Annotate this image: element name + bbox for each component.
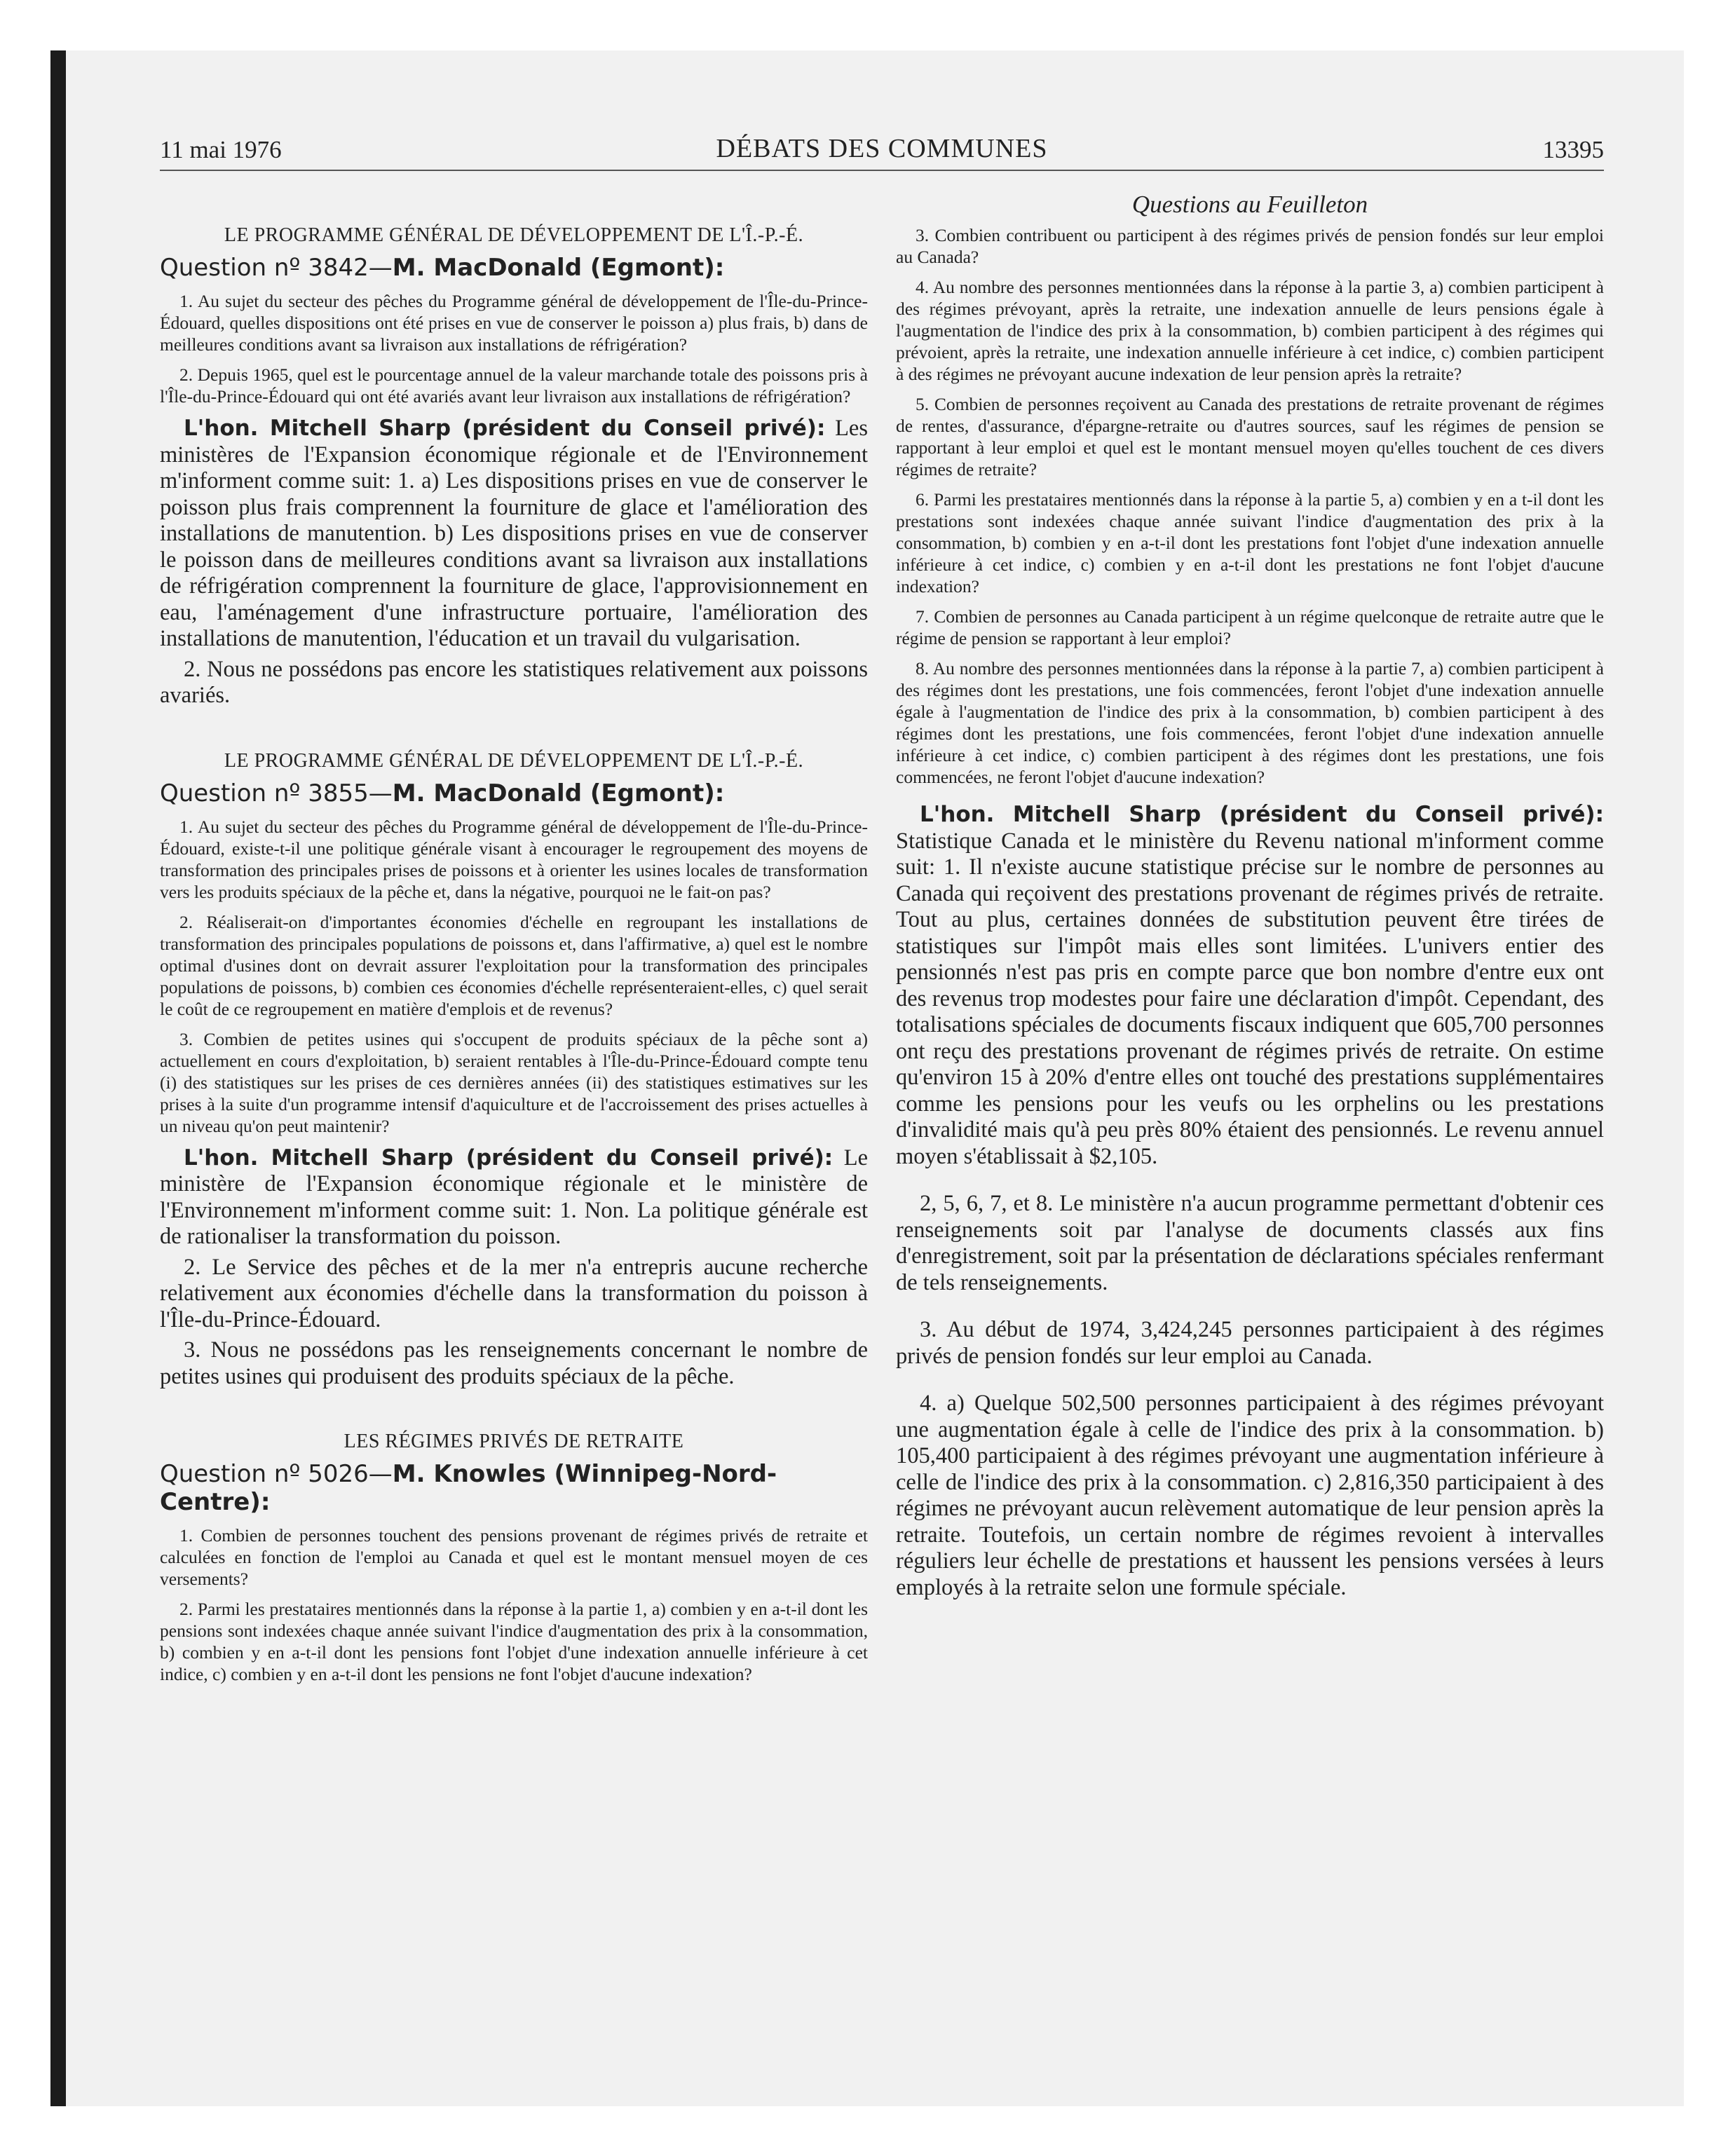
question-part-6: 6. Parmi les prestataires mentionnés dans la réponse à la partie 5, a) combien y en a t-il dont les prestations sont indexées chaque année suivant l'indice d'augmentation des prix à la consommation, b) combien y en a-t-il dont les prestations font l'objet d'une indexation annuelle inférieure à cet indice, c) combien y en a-t-il dont les prestations ne font l'objet d'aucune indexation? bbox=[896, 489, 1604, 596]
answer-text: Statistique Canada et le ministère du Revenu national m'informent comme suit: 1. Il n'existe aucune statistique précise sur le nombre de personnes au Canada qui reçoivent des prestations provenant de régimes privés de retraite. Tout au plus, certaines données de substitution peuvent être tirées de statistiques sur l'impôt mais elles sont limitées. L'univers entier des pensionnés n'est pas pris en compte parce que bon nombre d'entre eux ont des revenus trop modestes pour faire une déclaration d'impôt. Cependant, des totalisations spéciales de documents fiscaux indiquent que 605,700 personnes ont reçu des prestations provenant de régimes privés de retraite. On estime qu'environ 15 à 20% d'entre elles ont touché des prestations supplémentaires comme les pensions pour les veufs ou les orphelins ou les prestations d'invalidité mais qu'à peu près 80% étaient des pensionnés. Le revenu annuel moyen s'établissait à $2,105. bbox=[896, 828, 1604, 1169]
section-heading: LE PROGRAMME GÉNÉRAL DE DÉVELOPPEMENT DE L'Î.-P.-É. bbox=[224, 749, 804, 772]
answer-part-4: 4. a) Quelque 502,500 personnes participaient à des régimes prévoyant une augmentation égale à celle de l'indice des prix à la consommation. b) 105,400 participaient à des régimes prévoyant une augmentation inférieure à celle de l'indice des prix à la consommation. c) 2,816,350 participaient à des régimes ne prévoyant aucun relèvement automatique de leur pension après la retraite. Toutefois, un certain nombre de régimes revoient à intervalles réguliers leur échelle de prestations et haussent les pensions versées à leurs employés à la retraite selon une formule spéciale. bbox=[896, 1391, 1604, 1600]
answer-text: Le ministère de l'Expansion économique régionale et le ministère de l'Environnement m'informent comme suit: 1. Non. La politique générale est de rationaliser la transformation du poisson. bbox=[160, 1145, 868, 1249]
answer-paragraph bbox=[160, 1145, 868, 1250]
answer-parts-2-5-6-7-8: 2, 5, 6, 7, et 8. Le ministère n'a aucun programme permettant d'obtenir ces renseignements soit par l'analyse de documents classés aux fins d'enregistrement, soit par la présentation de déclarations spéciales renfermant de tels renseignements. bbox=[896, 1191, 1604, 1295]
binding-edge bbox=[50, 50, 66, 2106]
left-column bbox=[160, 191, 868, 1693]
question-part-2: 2. Depuis 1965, quel est le pourcentage annuel de la valeur marchande totale des poissons pris à l'Île-du-Prince-Édouard qui ont été avariés avant leur livraison aux installations de réfrigération? bbox=[160, 364, 868, 407]
speaker-name: L'hon. Mitchell Sharp (président du Conseil privé): bbox=[920, 802, 1604, 827]
speaker-name: L'hon. Mitchell Sharp (président du Conseil privé): bbox=[184, 1145, 834, 1171]
answer-part-2: 2. Nous ne possédons pas encore les statistiques relativement aux poissons avariés. bbox=[160, 656, 868, 708]
question-part-1: 1. Combien de personnes touchent des pensions provenant de régimes privés de retraite et calculées en fonction de l'emploi au Canada et quel est le montant mensuel moyen de ces versements? bbox=[160, 1525, 868, 1589]
header-title: DÉBATS DES COMMUNES bbox=[716, 134, 1048, 163]
question-part-7: 7. Combien de personnes au Canada participent à un régime quelconque de retraite autre que le régime de pension se rapportant à leur emploi? bbox=[896, 606, 1604, 648]
question-member: M. MacDonald (Egmont): bbox=[392, 779, 725, 807]
section-question-3842 bbox=[160, 224, 868, 709]
section-heading: LE PROGRAMME GÉNÉRAL DE DÉVELOPPEMENT DE L'Î.-P.-É. bbox=[224, 224, 804, 246]
question-part-2: 2. Réaliserait-on d'importantes économies d'échelle en regroupant les installations de transformation des principales populations de poissons et, dans l'affirmative, a) quel est le nombre optimal d'usines dont on devrait assurer l'exploitation pour la transformation des principales populations de poissons, b) combien ces économies d'échelle représenteraient-elles, c) quel serait le coût de ce regroupement en matière d'emplois et de revenus? bbox=[160, 911, 868, 1019]
answer-paragraph bbox=[896, 802, 1604, 1170]
question-part-3: 3. Combien contribuent ou participent à des régimes privés de pension fondés sur leur emploi au Canada? bbox=[896, 225, 1604, 267]
answer-paragraph bbox=[160, 416, 868, 653]
question-part-1: 1. Au sujet du secteur des pêches du Programme général de développement de l'Île-du-Prince-Édouard, existe-t-il une politique générale visant à encourager le regroupement des moyens de transformation des principales prises de poissons et à orienter les usines locales de transformation vers les produits spéciaux de la pêche et, dans la négative, pourquoi ne le fait-on pas? bbox=[160, 816, 868, 902]
question-part-1: 1. Au sujet du secteur des pêches du Programme général de développement de l'Île-du-Prince-Édouard, quelles dispositions ont été prises en vue de conserver le poisson a) plus frais, b) dans de meilleures conditions avant sa livraison aux installations de réfrigération? bbox=[160, 291, 868, 355]
answer-text: Les ministères de l'Expansion économique régionale et de l'Environnement m'informent comme suit: 1. a) Les dispositions prises en vue de conserver le poisson plus frais comprennent la fourniture de glace et l'amélioration des installations de manutention. b) Les dispositions prises en vue de conserver le poisson dans de meilleures conditions avant sa livraison aux installations de réfrigération comprennent la fourniture de glace, l'approvisionnement en eau, l'aménagement d'une infrastructure portuaire, l'amélioration des installations de manutention, l'éducation et un travail du vulgarisation. bbox=[160, 416, 868, 651]
question-member: M. Knowles (Winnipeg-Nord-Centre): bbox=[160, 1460, 777, 1516]
question-line bbox=[160, 779, 868, 807]
running-head: Questions au Feuilleton bbox=[1131, 191, 1368, 218]
question-number: Question nº 3855— bbox=[160, 779, 393, 807]
page-header bbox=[160, 126, 1604, 171]
question-part-8: 8. Au nombre des personnes mentionnées dans la réponse à la partie 7, a) combien participent à des régimes dont les prestations, une fois commencées, feront l'objet d'une indexation annuelle égale à l'augmentation de l'indice des prix à la consommation, b) combien participent à des régimes dont les prestations, une fois commencées, feront l'objet d'une indexation annuelle inférieure à cet indice, c) combien participent à des régimes dont les prestations, une fois commencées, ne feront l'objet d'aucune indexation? bbox=[896, 658, 1604, 787]
right-column bbox=[896, 191, 1604, 1605]
question-part-3: 3. Combien de petites usines qui s'occupent de produits spéciaux de la pêche sont a) actuellement en cours d'exploitation, b) seraient rentables à l'Île-du-Prince-Édouard compte tenu (i) des statistiques sur les prises de ces dernières années (ii) des statistiques estimatives sur les prises à la suite d'un programme intensif d'aquiculture et de l'accroissement des prises actuelles à un niveau qu'on peut maintenir? bbox=[160, 1028, 868, 1136]
section-question-3855 bbox=[160, 750, 868, 1391]
question-part-5: 5. Combien de personnes reçoivent au Canada des prestations de retraite provenant de régimes de rentes, d'assurance, d'épargne-retraite ou d'autres sources, sauf les régimes de pension se rapportant à leur emploi et quel est le montant mensuel moyen qu'elles touchent de ces divers régimes de retraite? bbox=[896, 394, 1604, 479]
question-number: Question nº 3842— bbox=[160, 254, 393, 282]
question-line bbox=[160, 1460, 868, 1516]
question-part-4: 4. Au nombre des personnes mentionnées dans la réponse à la partie 3, a) combien participent à des régimes prévoyant, après la retraite, une indexation annuelle de leurs pensions égale à l'augmentation de l'indice des prix à la consommation, b) combien participent à des régimes qui prévoient, après la retraite, une indexation annuelle inférieure à cet indice, c) combien participent à des régimes ne prévoyant aucune indexation de leur pension après la retraite? bbox=[896, 277, 1604, 384]
answer-part-3: 3. Nous ne possédons pas les renseignements concernant le nombre de petites usines qui produisent des produits spéciaux de la pêche. bbox=[160, 1337, 868, 1389]
question-member: M. MacDonald (Egmont): bbox=[392, 254, 725, 282]
header-date: 11 mai 1976 bbox=[160, 136, 282, 163]
header-page-number: 13395 bbox=[1542, 136, 1604, 163]
section-heading: LES RÉGIMES PRIVÉS DE RETRAITE bbox=[343, 1431, 684, 1452]
question-number: Question nº 5026— bbox=[160, 1460, 393, 1488]
answer-part-3: 3. Au début de 1974, 3,424,245 personnes participaient à des régimes privés de pension fondés sur leur emploi au Canada. bbox=[896, 1317, 1604, 1369]
section-question-5026 bbox=[160, 1431, 868, 1685]
answer-part-2: 2. Le Service des pêches et de la mer n'a entrepris aucune recherche relativement aux économies d'échelle dans la transformation du poisson à l'Île-du-Prince-Édouard. bbox=[160, 1254, 868, 1332]
question-part-2: 2. Parmi les prestataires mentionnés dans la réponse à la partie 1, a) combien y en a-t-il dont les pensions sont indexées chaque année suivant l'indice d'augmentation des prix à la consommation, b) combien y en a-t-il dont les pensions font l'objet d'une indexation annuelle inférieure à cet indice, c) combien y en a-t-il dont les pensions ne font l'objet d'aucune indexation? bbox=[160, 1599, 868, 1684]
speaker-name: L'hon. Mitchell Sharp (président du Conseil privé): bbox=[184, 416, 826, 441]
question-line bbox=[160, 254, 868, 282]
